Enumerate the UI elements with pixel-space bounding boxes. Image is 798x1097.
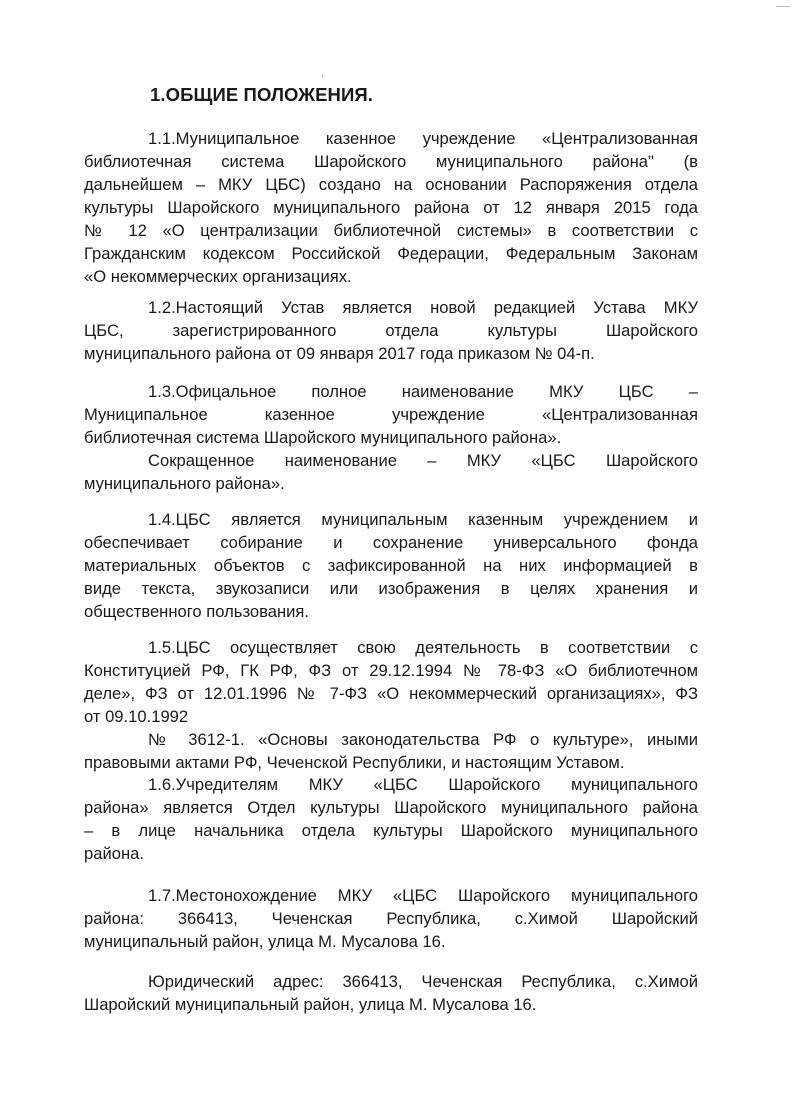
paragraph-line: ЦБС, зарегистрированного отдела культуры Шаройского: [84, 321, 698, 340]
paragraph-line: 1.5.ЦБС осуществляет свою деятельность в соответствии с: [148, 638, 698, 657]
section-heading: 1.ОБЩИЕ ПОЛОЖЕНИЯ.: [150, 84, 374, 105]
paragraph-line: 1.3.Офицальное полное наименование МКУ ЦБС –: [148, 382, 698, 401]
paragraph-line: муниципальный район, улица М. Мусалова 16.: [84, 932, 446, 951]
paragraph-line: 1.1.Муниципальное казенное учреждение «Централизованная: [148, 129, 698, 148]
paragraph-line: правовыми актами РФ, Чеченской Республики, и настоящим Уставом.: [84, 753, 625, 772]
paragraph-1-7: [84, 884, 698, 953]
paragraph-line: муниципального района от 09 января 2017 года приказом № 04-п.: [84, 344, 595, 363]
paragraph-line: № 3612-1. «Основы законодательства РФ о культуре», иными: [148, 730, 698, 749]
paragraph-line: Гражданским кодексом Российской Федерации, Федеральным Законам: [84, 244, 698, 263]
paragraph-line: дальнейшем – МКУ ЦБС) создано на основании Распоряжения отдела: [84, 175, 698, 194]
paragraph-line: деле», ФЗ от 12.01.1996 № 7-ФЗ «О некоммерческий организациях», ФЗ: [84, 684, 698, 703]
paragraph-line: 1.6.Учредителям МКУ «ЦБС Шаройского муниципального: [148, 775, 698, 794]
paragraph-line: 1.2.Настоящий Устав является новой редакцией Устава МКУ: [148, 298, 698, 317]
paragraph-line: обеспечивает собирание и сохранение универсального фонда: [84, 533, 698, 552]
paragraph-1-3: [84, 380, 698, 495]
paragraph-line: культуры Шаройского муниципального района от 12 января 2015 года: [84, 198, 698, 217]
paragraph-line: района: 366413, Чеченская Республика, с.Химой Шаройский: [84, 909, 698, 928]
paragraph-legal-address: [84, 970, 698, 1016]
paragraph-1-6: [84, 773, 698, 865]
paragraph-line: Конституцией РФ, ГК РФ, ФЗ от 29.12.1994 № 78-ФЗ «О библиотечном: [84, 661, 698, 680]
paragraph-line: Муниципальное казенное учреждение «Централизованная: [84, 405, 698, 424]
paragraph-line: Сокращенное наименование – МКУ «ЦБС Шаройского: [148, 451, 698, 470]
paragraph-1-4: [84, 508, 698, 623]
paragraph-line: «О некоммерческих организациях.: [84, 267, 352, 286]
paragraph-line: библиотечная система Шаройского муниципального района».: [84, 428, 562, 447]
paragraph-line: библиотечная система Шаройского муниципального района" (в: [84, 152, 698, 171]
paragraph-line: 1.4.ЦБС является муниципальным казенным учреждением и: [148, 510, 698, 529]
paragraph-line: Юридический адрес: 366413, Чеченская Республика, с.Химой: [148, 972, 698, 991]
paragraph-1-2: [84, 296, 698, 365]
paragraph-1-1: [84, 127, 698, 288]
paragraph-line: района» является Отдел культуры Шаройского муниципального района: [84, 798, 698, 817]
paragraph-line: – в лице начальника отдела культуры Шаройского муниципального: [84, 821, 698, 840]
paragraph-line: Шаройский муниципальный район, улица М. Мусалова 16.: [84, 995, 537, 1014]
scan-artifact-line: [776, 6, 790, 7]
paragraph-line: муниципального района».: [84, 474, 285, 493]
paragraph-line: материальных объектов с зафиксированной на них информацией в: [84, 556, 698, 575]
paragraph-line: общественного пользования.: [84, 602, 309, 621]
paragraph-line: виде текста, звукозаписи или изображения в целях хранения и: [84, 579, 698, 598]
paragraph-line: № 12 «О централизации библиотечной системы» в соответствии с: [84, 221, 698, 240]
paragraph-1-5: [84, 636, 698, 774]
paragraph-line: от 09.10.1992: [84, 707, 189, 726]
paragraph-line: района.: [84, 844, 144, 863]
paragraph-line: 1.7.Местонохождение МКУ «ЦБС Шаройского муниципального: [148, 886, 698, 905]
scan-artifact-dot: [322, 74, 323, 78]
